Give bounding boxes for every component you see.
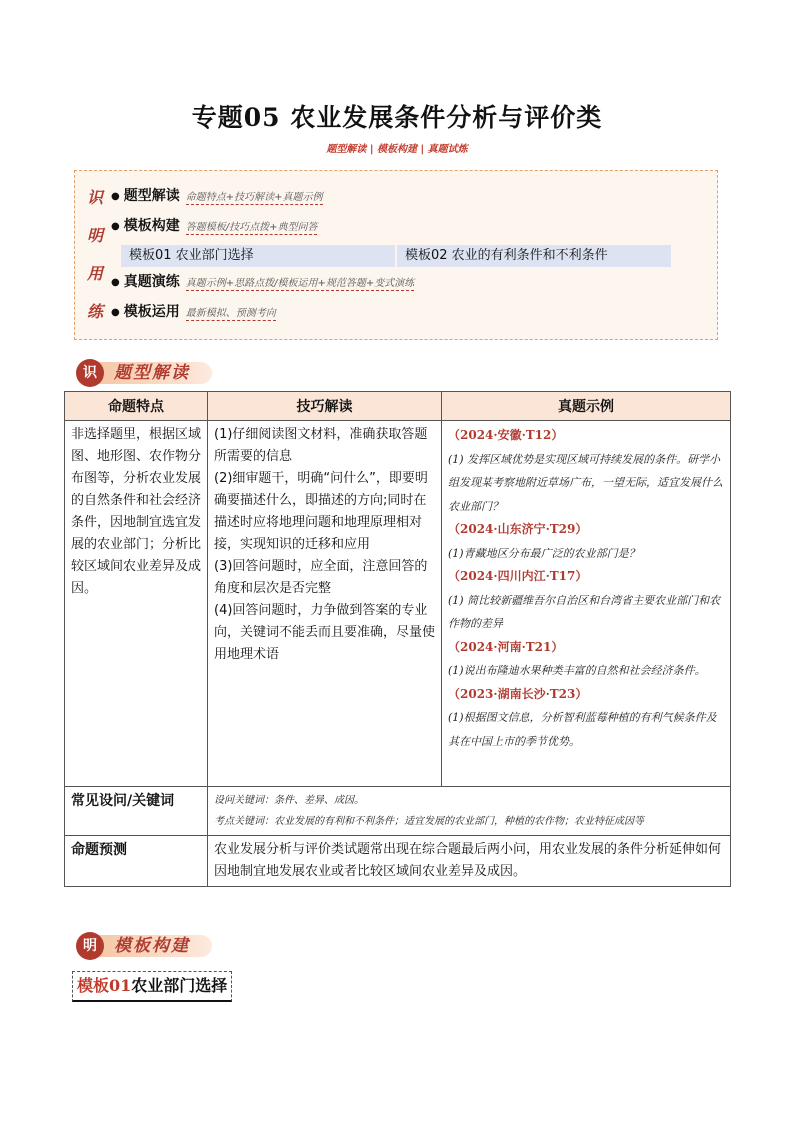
overview-row [111, 301, 276, 321]
skills-cell [208, 421, 442, 787]
overview-row-label: 真题演练 [123, 274, 180, 290]
question-type-table [64, 391, 731, 887]
overview-row [111, 271, 414, 291]
template-link-01[interactable]: 模板01 农业部门选择 [121, 245, 395, 267]
example-source: （2024·安徽·T12） [448, 428, 564, 442]
overview-row-label: 题型解读 [123, 188, 180, 204]
example-source: （2024·四川内江·T17） [448, 569, 588, 583]
template-title: 农业部门选择 [131, 976, 228, 995]
example-source: （2024·河南·T21） [448, 639, 564, 654]
overview-row-desc: 真题示例+思路点拨/模板运用+规范答题+变式演练 [185, 278, 415, 289]
side-char: 识 [87, 188, 104, 207]
overview-row-desc: 答题模板/技巧点拨+典型问答 [185, 222, 318, 233]
example-text: (1)根据图文信息，分析智利蓝莓种植的有利气候条件及其在中国上市的季节优势。 [448, 711, 717, 748]
badge-circle: 识 [76, 359, 104, 387]
overview-row [111, 185, 323, 205]
keyword-line: 设问关键词：条件、差异、成因。 [214, 795, 364, 806]
template-section-title [72, 971, 232, 1002]
bullet-icon: ● [111, 306, 120, 318]
prediction-cell: 农业发展分析与评价类试题常出现在综合题最后两小问，用农业发展的条件分析延伸如何因地制宜地发展农业或者比较区域间农业差异及成因。 [208, 836, 731, 887]
keyword-line: 考点关键词：农业发展的有利和不利条件；适宜发展的农业部门，种植的农作物；农业特征成因等 [214, 816, 644, 827]
table-row [65, 836, 731, 887]
badge-text: 模板构建 [114, 936, 190, 956]
bullet-icon: ● [111, 276, 120, 288]
table-row [65, 421, 731, 787]
examples-cell [442, 421, 731, 787]
header-skills: 技巧解读 [208, 392, 442, 421]
features-cell: 非选择题里，根据区域图、地形图、农作物分布图等，分析农业发展的自然条件和社会经济条件，因地制宜选宜发展的农业部门；分析比较区域间农业差异及成因。 [65, 421, 208, 787]
template-prefix: 模板01 [77, 976, 132, 995]
table-row [65, 787, 731, 836]
side-char: 明 [87, 226, 104, 245]
keywords-cell [208, 787, 731, 836]
example-text: (1) 发挥区域优势是实现区域可持续发展的条件。研学小组发现某考察地附近草场广布，一望无际，适宜发展什么农业部门？ [448, 452, 723, 513]
table-header-row [65, 392, 731, 421]
overview-row-desc: 最新模拟、预测考向 [185, 308, 276, 319]
skill-item: (4)回答问题时，力争做到答案的专业向，关键词不能丢而且要准确，尽量使用地理术语 [214, 603, 436, 662]
page-title: 专题05 农业发展条件分析与评价类 [191, 103, 603, 132]
template-link-02[interactable]: 模板02 农业的有利条件和不利条件 [397, 245, 671, 267]
bullet-icon: ● [111, 220, 120, 232]
bullet-icon: ● [111, 190, 120, 202]
overview-box [74, 170, 718, 340]
side-char: 练 [87, 302, 104, 321]
badge-text: 题型解读 [114, 363, 190, 383]
prediction-label: 命题预测 [65, 836, 208, 887]
example-text: (1)说出布隆迪水果种类丰富的自然和社会经济条件。 [448, 664, 706, 677]
skill-item: (2)细审题干，明确“问什么”，即要明确要描述什么，即描述的方向;同时在描述时应将地理问题和地理原理相对接，实现知识的迁移和应用 [214, 471, 428, 552]
example-source: （2024·山东济宁·T29） [448, 522, 588, 536]
skill-item: (1)仔细阅读图文材料，准确获取答题所需要的信息 [214, 427, 428, 464]
overview-row-label: 模板构建 [123, 218, 180, 234]
example-text: (1) 简比较新疆维吾尔自治区和台湾省主要农业部门和农作物的差异 [448, 593, 721, 630]
side-char: 用 [87, 264, 104, 283]
overview-row [111, 215, 317, 235]
overview-row-desc: 命题特点+技巧解读+真题示例 [185, 192, 323, 203]
skill-item: (3)回答问题时，应全面，注意回答的角度和层次是否完整 [214, 559, 428, 596]
keywords-label: 常见设问/关键词 [65, 787, 208, 836]
example-text: (1)青藏地区分布最广泛的农业部门是？ [448, 546, 640, 560]
header-examples: 真题示例 [442, 392, 731, 421]
badge-circle: 明 [76, 932, 104, 960]
overview-row-label: 模板运用 [123, 304, 180, 320]
example-source: （2023·湖南长沙·T23） [448, 686, 588, 701]
overview-side-label [87, 185, 107, 337]
page-subtitle: 题型解读 | 模板构建 | 真题试炼 [326, 144, 468, 155]
section-badge-interpretation [76, 359, 212, 387]
header-features: 命题特点 [65, 392, 208, 421]
section-badge-template [76, 932, 212, 960]
